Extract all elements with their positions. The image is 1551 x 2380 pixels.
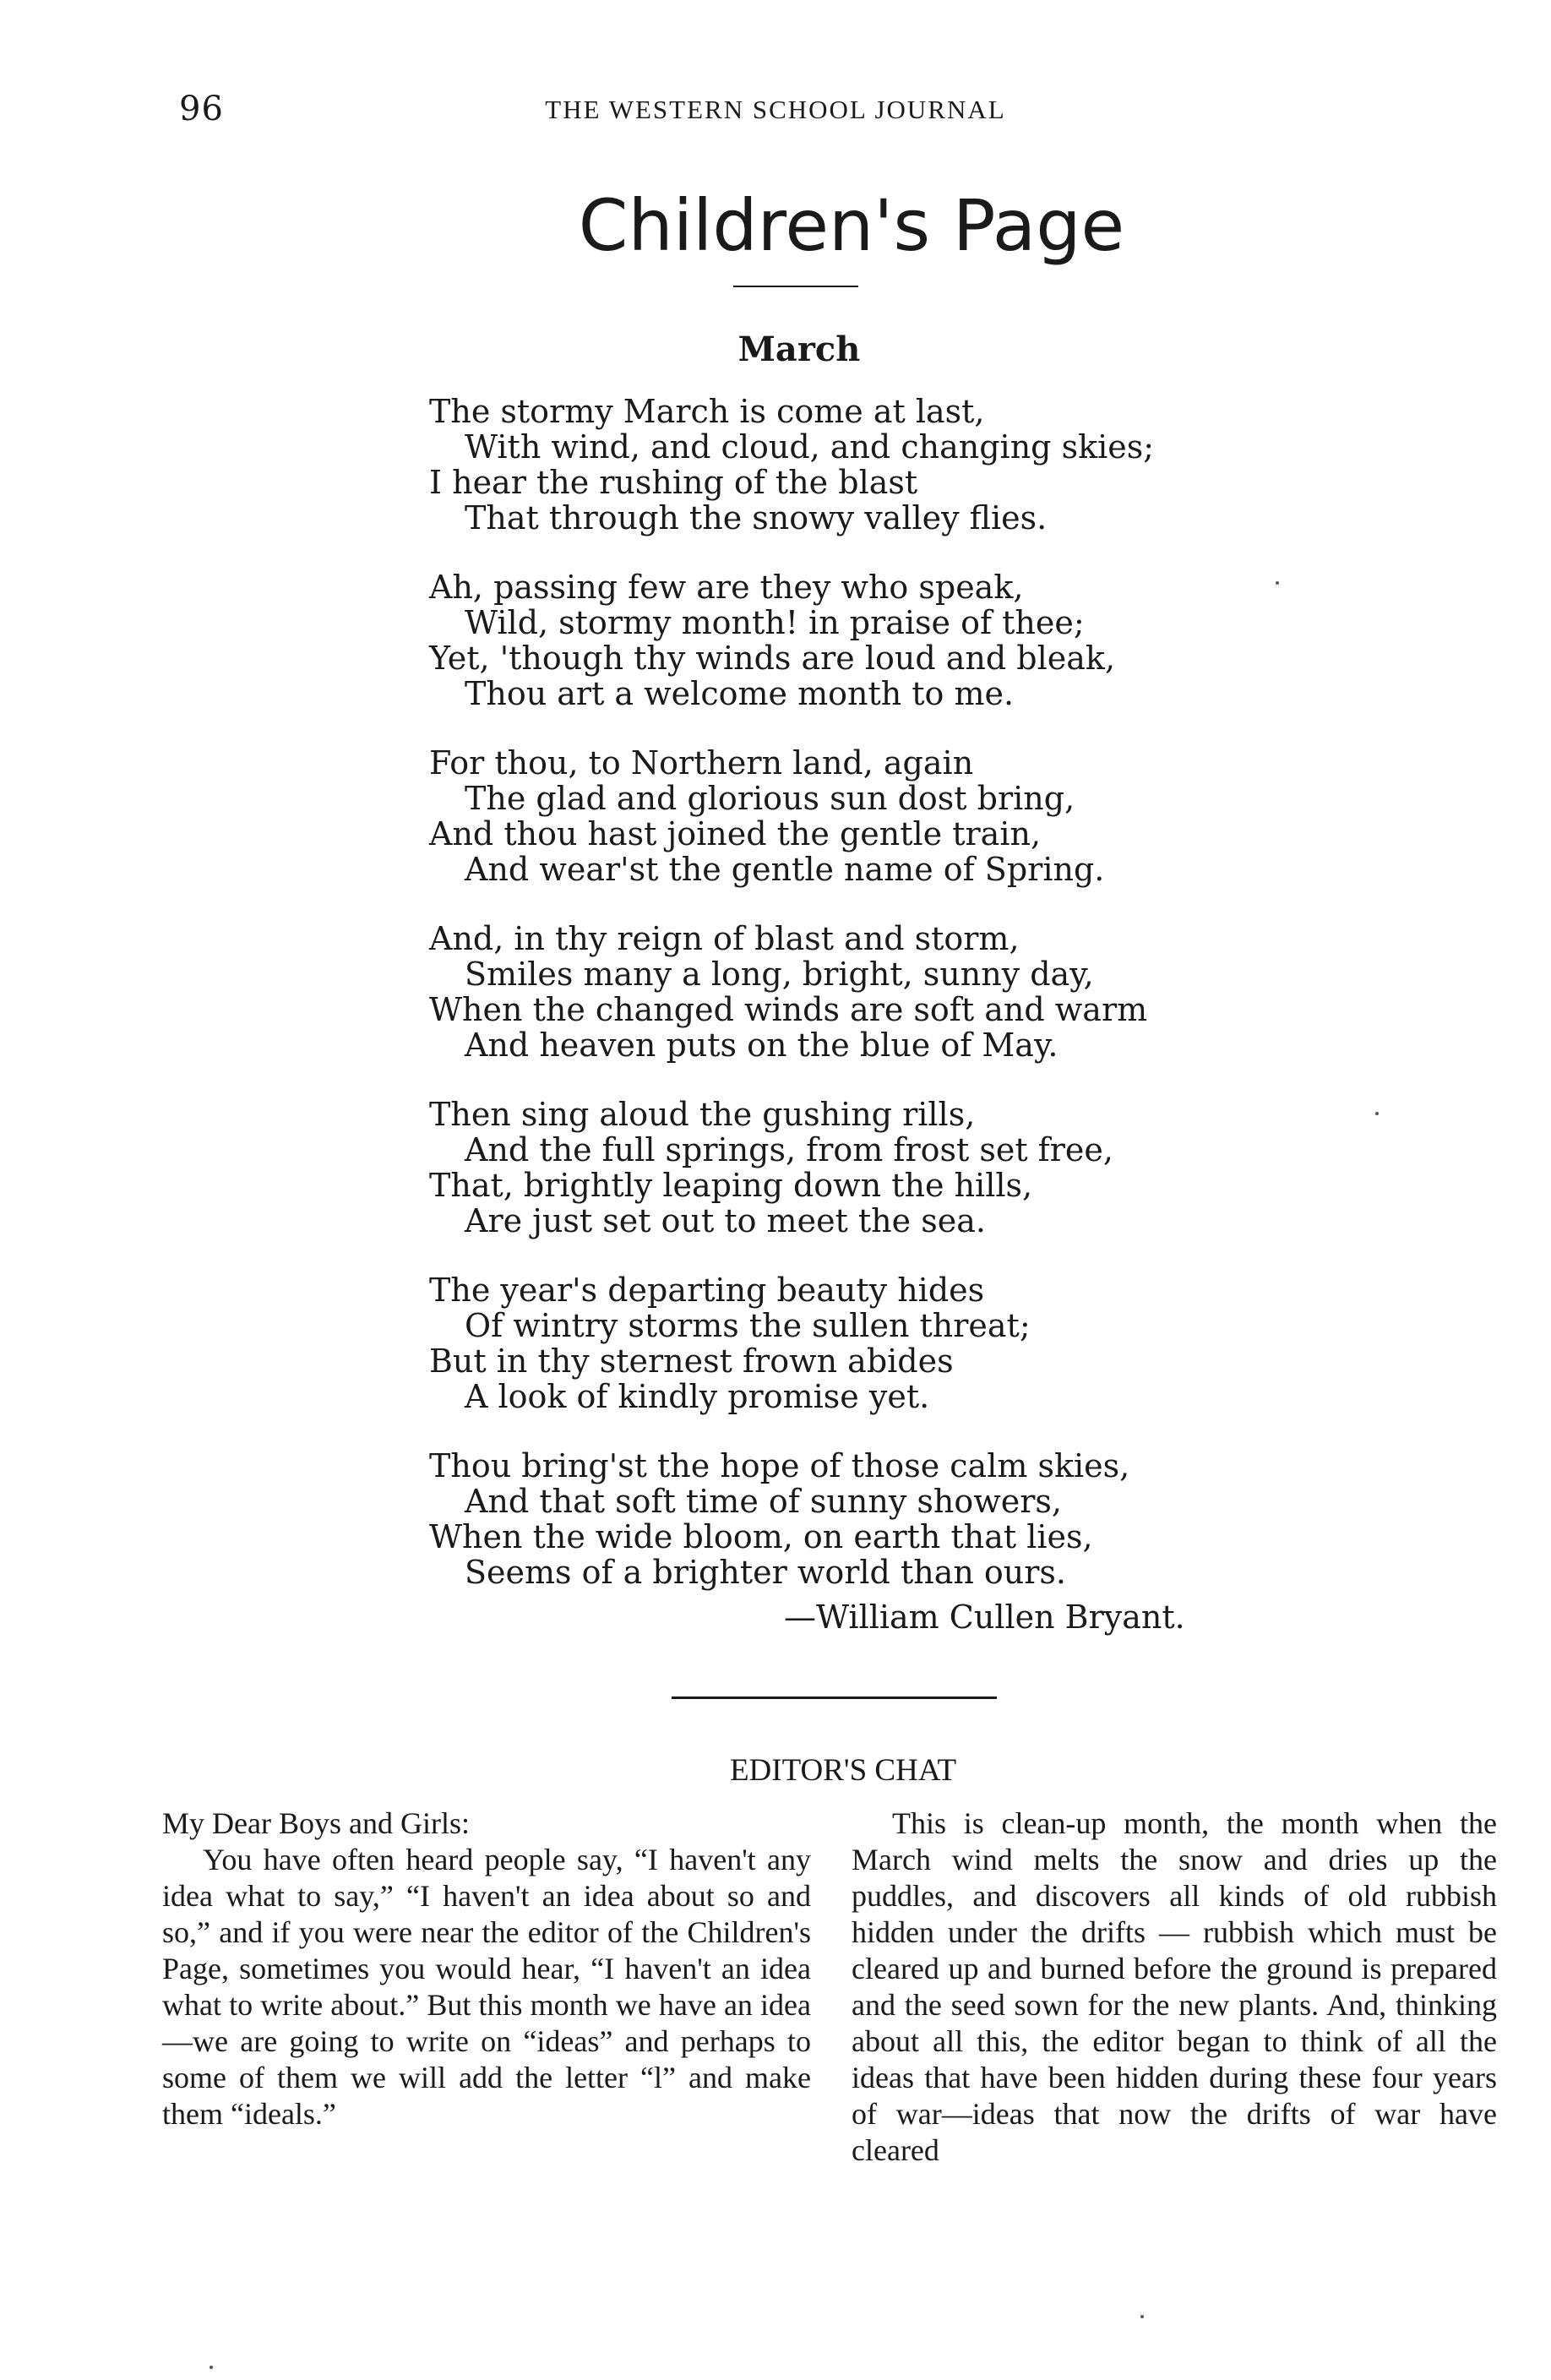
title-rule bbox=[733, 286, 858, 287]
page-number: 96 bbox=[179, 90, 224, 128]
poem-line: And thou hast joined the gentle train, bbox=[429, 815, 1042, 852]
poem-line: Of wintry storms the sullen threat; bbox=[465, 1307, 1031, 1344]
editors-chat-left-column bbox=[162, 1805, 811, 2132]
poem bbox=[429, 394, 1154, 1624]
paragraph: This is clean-up month, the month when the March wind melts the snow and dries up the puddles, and discovers all kinds of old rubbish hidden under the drifts — rubbish which must be cleared up and burned before the ground is prepared and the seed sown for the new plants. And, thinking about all this, the editor began to think of all the ideas that have been hidden during these four years of war—ideas that now the drifts of war have cleared bbox=[852, 1806, 1497, 2167]
poem-line: Thou art a welcome month to me. bbox=[465, 675, 1015, 712]
poem-line: For thou, to Northern land, again bbox=[429, 744, 974, 782]
poem-line: The stormy March is come at last, bbox=[429, 393, 985, 430]
poem-line: Thou bring'st the hope of those calm skies, bbox=[429, 1447, 1130, 1484]
editors-chat-heading: EDITOR'S CHAT bbox=[729, 1753, 957, 1788]
poem-attribution: —William Cullen Bryant. bbox=[784, 1598, 1185, 1636]
stanza bbox=[429, 1272, 1154, 1414]
poem-line: And wear'st the gentle name of Spring. bbox=[465, 851, 1105, 888]
stanza bbox=[429, 394, 1154, 536]
poem-line: Then sing aloud the gushing rills, bbox=[429, 1096, 976, 1133]
stanza bbox=[429, 921, 1154, 1063]
poem-line: Seems of a brighter world than ours. bbox=[465, 1554, 1066, 1591]
salutation: My Dear Boys and Girls: bbox=[162, 1806, 470, 1840]
poem-line: But in thy sternest frown abides bbox=[429, 1342, 954, 1380]
section-title: Children's Page bbox=[578, 184, 1125, 267]
poem-line: I hear the rushing of the blast bbox=[429, 464, 918, 501]
stanza bbox=[429, 745, 1154, 887]
poem-line: Are just set out to meet the sea. bbox=[465, 1202, 986, 1239]
running-head: THE WESTERN SCHOOL JOURNAL bbox=[545, 95, 1006, 124]
poem-line: That, brightly leaping down the hills, bbox=[429, 1167, 1033, 1204]
poem-line: Ah, passing few are they who speak, bbox=[429, 569, 1024, 606]
section-divider bbox=[672, 1696, 997, 1699]
paragraph: You have often heard people say, “I haven't any idea what to say,” “I haven't an idea about so and so,” and if you were near the editor of the Children's Page, sometimes you would hear, “I haven't an idea what to write about.” But this month we have an idea—we are going to write on “ideas” and perhaps to some of them we will add the letter “l” and make them “ideals.” bbox=[162, 1843, 811, 2131]
poem-line: Smiles many a long, bright, sunny day, bbox=[465, 956, 1094, 993]
stanza bbox=[429, 569, 1154, 711]
poem-title: March bbox=[737, 329, 861, 369]
poem-line: That through the snowy valley flies. bbox=[465, 499, 1048, 536]
poem-line: When the changed winds are soft and warm bbox=[429, 991, 1148, 1028]
poem-line: Yet, 'though thy winds are loud and bleak, bbox=[429, 640, 1116, 677]
poem-line: Wild, stormy month! in praise of thee; bbox=[465, 604, 1085, 641]
stanza bbox=[429, 1097, 1154, 1239]
poem-line: And that soft time of sunny showers, bbox=[465, 1483, 1062, 1520]
print-speck bbox=[1140, 2315, 1144, 2318]
print-speck bbox=[210, 2366, 213, 2369]
poem-line: The glad and glorious sun dost bring, bbox=[465, 780, 1075, 817]
poem-line: When the wide bloom, on earth that lies, bbox=[429, 1518, 1093, 1555]
poem-line: And heaven puts on the blue of May. bbox=[465, 1027, 1058, 1064]
poem-line: The year's departing beauty hides bbox=[429, 1272, 985, 1309]
print-speck bbox=[1375, 1112, 1379, 1115]
stanza bbox=[429, 1448, 1154, 1590]
poem-line: And, in thy reign of blast and storm, bbox=[429, 920, 1020, 957]
poem-line: And the full springs, from frost set free, bbox=[465, 1131, 1113, 1168]
print-speck bbox=[1276, 581, 1279, 585]
poem-line: A look of kindly promise yet. bbox=[465, 1378, 930, 1415]
poem-line: With wind, and cloud, and changing skies; bbox=[465, 428, 1155, 466]
editors-chat-right-column bbox=[852, 1805, 1497, 2169]
